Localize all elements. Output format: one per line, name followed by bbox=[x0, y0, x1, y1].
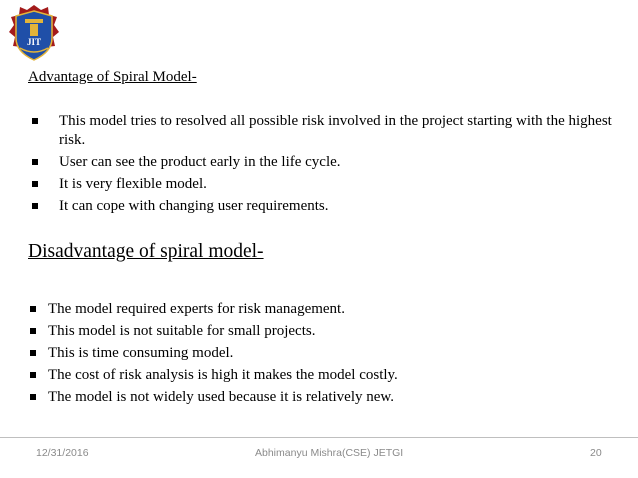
list-item bbox=[30, 344, 620, 363]
disadvantages-list bbox=[30, 300, 620, 410]
square-bullet-icon bbox=[32, 118, 38, 124]
square-bullet-icon bbox=[32, 181, 38, 187]
list-item-text: This is time consuming model. bbox=[48, 345, 234, 361]
college-crest-logo bbox=[8, 4, 60, 64]
footer-date: 12/31/2016 bbox=[36, 447, 89, 459]
advantages-list bbox=[32, 112, 622, 219]
list-item-text: This model is not suitable for small projects. bbox=[48, 323, 316, 339]
list-item-text: User can see the product early in the life cycle. bbox=[59, 154, 341, 170]
list-item bbox=[30, 322, 620, 341]
square-bullet-icon bbox=[30, 394, 36, 400]
square-bullet-icon bbox=[30, 350, 36, 356]
list-item-text: It can cope with changing user requirements. bbox=[59, 198, 329, 214]
square-bullet-icon bbox=[30, 328, 36, 334]
square-bullet-icon bbox=[32, 203, 38, 209]
logo-text: JIT bbox=[26, 37, 42, 47]
list-item bbox=[30, 388, 620, 407]
slide-number: 20 bbox=[590, 447, 602, 459]
list-item-text: The model required experts for risk management. bbox=[48, 301, 345, 317]
advantages-heading: Advantage of Spiral Model- bbox=[28, 69, 197, 85]
square-bullet-icon bbox=[30, 372, 36, 378]
list-item-text: It is very flexible model. bbox=[59, 176, 207, 192]
list-item bbox=[30, 366, 620, 385]
list-item-text: The model is not widely used because it is relatively new. bbox=[48, 389, 395, 405]
list-item bbox=[32, 153, 622, 172]
footer-author: Abhimanyu Mishra(CSE) JETGI bbox=[255, 447, 404, 459]
square-bullet-icon bbox=[30, 306, 36, 312]
list-item bbox=[30, 300, 620, 319]
list-item bbox=[32, 175, 622, 194]
list-item bbox=[32, 197, 622, 216]
square-bullet-icon bbox=[32, 159, 38, 165]
footer-divider bbox=[0, 437, 638, 438]
list-item-text: The cost of risk analysis is high it makes the model costly. bbox=[48, 367, 398, 383]
list-item-text: This model tries to resolved all possible risk involved in the project starting with the highest risk. bbox=[59, 113, 612, 148]
list-item bbox=[32, 112, 622, 150]
disadvantages-heading: Disadvantage of spiral model- bbox=[28, 241, 264, 262]
